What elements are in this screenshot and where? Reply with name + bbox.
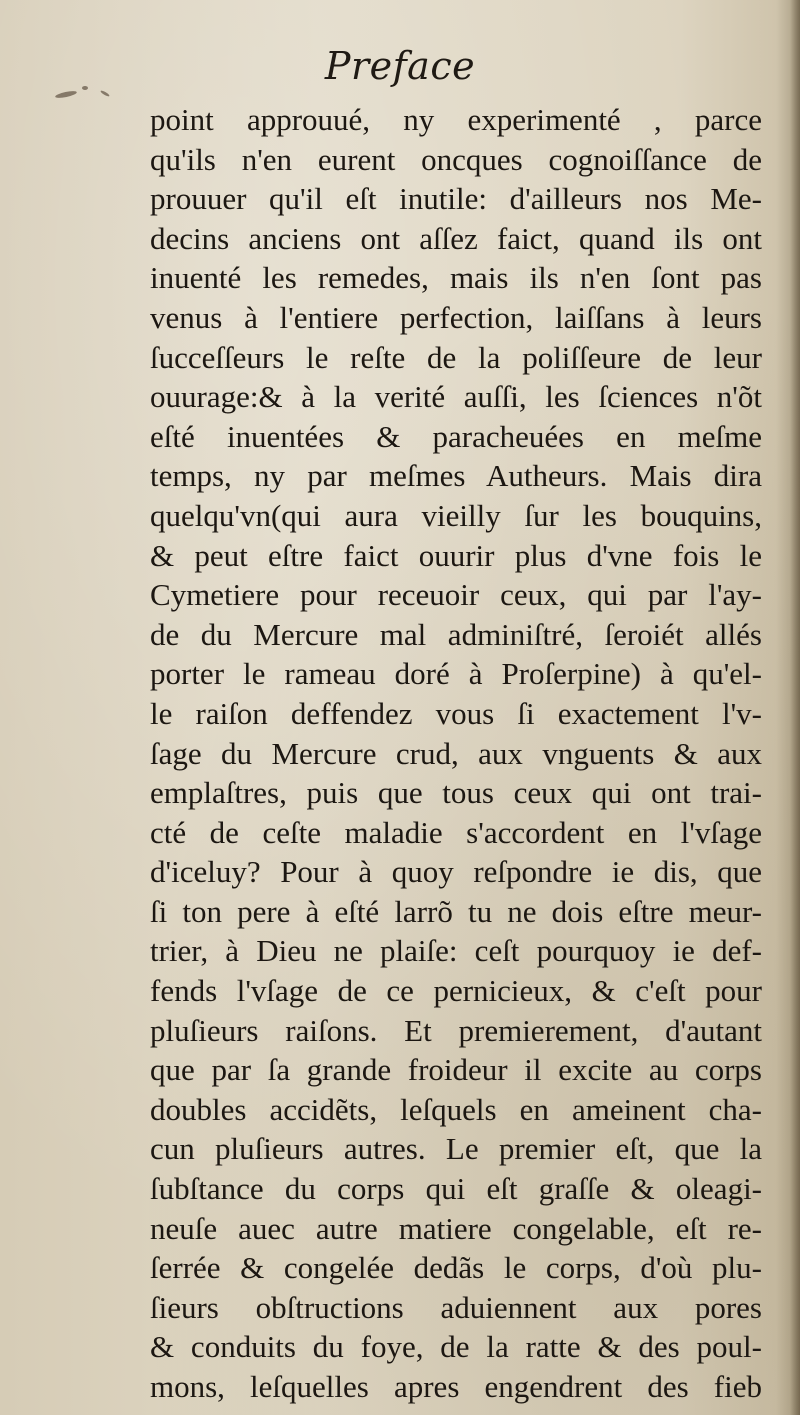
ink-stain: [55, 90, 78, 99]
text-line: temps, ny par meſmes Autheurs. Mais dira: [150, 458, 762, 494]
text-line: que par ſa grande froideur il excite au corps: [150, 1052, 762, 1088]
text-line: cté de ceſte maladie s'accordent en l'vſage: [150, 814, 762, 850]
text-line: porter le rameau doré à Proſerpine) à qu'el-: [150, 656, 762, 692]
text-line: trier, à Dieu ne plaiſe: ceſt pourquoy ie def-: [150, 933, 762, 969]
text-line: inuenté les remedes, mais ils n'en ſont pas: [150, 260, 762, 296]
text-line: Cymetiere pour receuoir ceux, qui par l'ay-: [150, 577, 762, 613]
body-text: [150, 100, 770, 1407]
text-line: fends l'vſage de ce pernicieux, & c'eſt pour: [150, 973, 762, 1009]
text-line: emplaſtres, puis que tous ceux qui ont trai-: [150, 775, 762, 811]
text-line: cun pluſieurs autres. Le premier eſt, que la: [150, 1131, 762, 1167]
text-line: venus à l'entiere perfection, laiſſans à leurs: [150, 299, 762, 335]
text-line: quelqu'vn(qui aura vieilly ſur les bouquins,: [150, 497, 762, 533]
text-line: & peut eſtre faict ouurir plus d'vne fois le: [150, 537, 762, 573]
text-line: ouurage:& à la verité auſſi, les ſciences n'õt: [150, 379, 762, 415]
page-header: Preface: [324, 44, 476, 88]
text-line: ſage du Mercure crud, aux vnguents & aux: [150, 735, 762, 771]
text-line: de du Mercure mal adminiſtré, ſeroiét allés: [150, 616, 762, 652]
text-line: le raiſon deffendez vous ſi exactement l'v-: [150, 695, 762, 731]
ink-stain: [100, 90, 110, 98]
text-line: point approuué, ny experimenté , parce: [150, 102, 762, 137]
text-line: mons, leſquelles apres engendrent des fieb: [150, 1369, 762, 1404]
text-line: prouuer qu'il eſt inutile: d'ailleurs nos Me-: [150, 181, 762, 217]
text-line: decins anciens ont aſſez faict, quand ils ont: [150, 220, 762, 256]
text-line: qu'ils n'en eurent oncques cognoiſſance de: [150, 141, 762, 177]
text-line: ſerrée & congelée dedãs le corps, d'où plu-: [150, 1250, 762, 1286]
text-line: ſucceſſeurs le reſte de la poliſſeure de leur: [150, 339, 762, 375]
text-line: doubles accidẽts, leſquels en ameinent cha-: [150, 1091, 762, 1127]
text-line: pluſieurs raiſons. Et premierement, d'autant: [150, 1012, 762, 1048]
text-line: neuſe auec autre matiere congelable, eſt re-: [150, 1210, 762, 1246]
text-line: ſieurs obſtructions aduiennent aux pores: [150, 1289, 762, 1325]
text-line: ſubſtance du corps qui eſt graſſe & oleagi-: [150, 1171, 762, 1207]
text-line: & conduits du foye, de la ratte & des poul-: [150, 1329, 762, 1365]
page-edge-shadow: [790, 0, 800, 1415]
text-line: eſté inuentées & paracheuées en meſme: [150, 418, 762, 454]
text-line: ſi ton pere à eſté larrõ tu ne dois eſtre meur-: [150, 893, 762, 929]
text-line: d'iceluy? Pour à quoy reſpondre ie dis, que: [150, 854, 762, 890]
